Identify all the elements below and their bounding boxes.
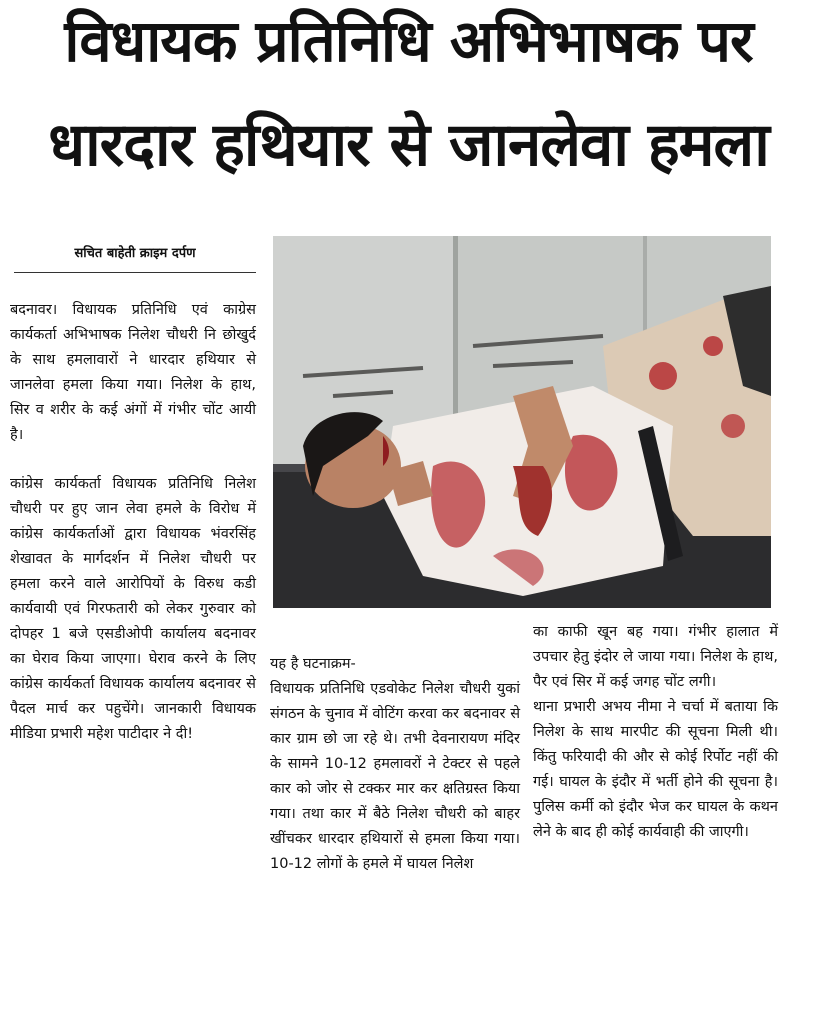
headline-line-2: धारदार हथियार से जानलेवा हमला: [48, 110, 769, 180]
injured-man-photo-icon: [273, 236, 771, 608]
article-column-3: [533, 620, 778, 845]
article-column-2: [270, 652, 520, 877]
column1-paragraph-1: बदनावर। विधायक प्रतिनिधि एवं काग्रेस कार्यकर्ता अभिभाषक निलेश चौधरी नि छोखुर्द के साथ हमलावारों ने धारदार हथियार से जानलेवा हमला किया गया। निलेश के हाथ, सिर व शरीर के कई अंगों में गंभीर चोंट आयी है।: [10, 302, 256, 443]
column2-heading: यह है घटनाक्रम-: [270, 656, 356, 672]
column3-paragraph-1: का काफी खून बह गया। गंभीर हालात में उपचार हेतु इंदोर ले जाया गया। निलेश के हाथ, पैर एवं सिर में कई जगह चोंट लगी।: [533, 624, 778, 690]
column3-paragraph-2: थाना प्रभारी अभय नीमा ने चर्चा में बताया कि निलेश के साथ मारपीट की सूचना मिली थी। किंतु फरियादी की और से कोई रिर्पोट नहीं की गई। घायल के इंदौर में भर्ती होने की सूचना है। पुलिस कर्मी को इंदौर भेज कर घायल के कथन लेने के बाद ही कोई कार्यवाही की जाएगी।: [533, 699, 778, 840]
column1-paragraph-2: कांग्रेस कार्यकर्ता विधायक प्रतिनिधि निलेश चौधरी पर हुए जान लेवा हमले के विरोध में कांग्रेस कार्यकर्ताओं द्वारा विधायक भंवरसिंह शेखावत के मार्गदर्शन में निलेश चौधरी पर हमला करने वाले आरोपियों के विरुध कडी कार्यवायी एवं गिरफतारी को लेकर गुरुवार को दोपहर 1 बजे एसडीओपी कार्यालय बदनावर का घेराव किया जाएगा। घेराव करने के लिए कांग्रेस कार्यकर्ता विधायक कार्यालय बदनावर से पैदल मार्च कर पहुचेंगे। जानकारी विधायक मीडिया प्रभारी महेश पाटीदार ने दी!: [10, 476, 256, 742]
byline: सचित बाहेती क्राइम दर्पण: [74, 246, 196, 261]
byline-divider: [14, 272, 256, 273]
column2-text: विधायक प्रतिनिधि एडवोकेट निलेश चौधरी युकां संगठन के चुनाव में वोटिंग करवा कर बदनावर से कार ग्राम छो जा रहे थे। तभी देवनारायण मंदिर के सामने 10-12 हमलावरों ने टेक्टर से पहले कार को जोर से टक्कर मार कर क्षतिग्रस्त किया गया। तथा कार में बैठे निलेश चौधरी को बाहर खींचकर धारदार हथियारों से हमला किया गया। 10-12 लोगों के हमले में घायल निलेश: [270, 681, 520, 872]
news-photo: [273, 236, 771, 608]
article-column-1: [10, 298, 256, 747]
headline-line-1: विधायक प्रतिनिधि अभिभाषक पर: [64, 7, 753, 75]
